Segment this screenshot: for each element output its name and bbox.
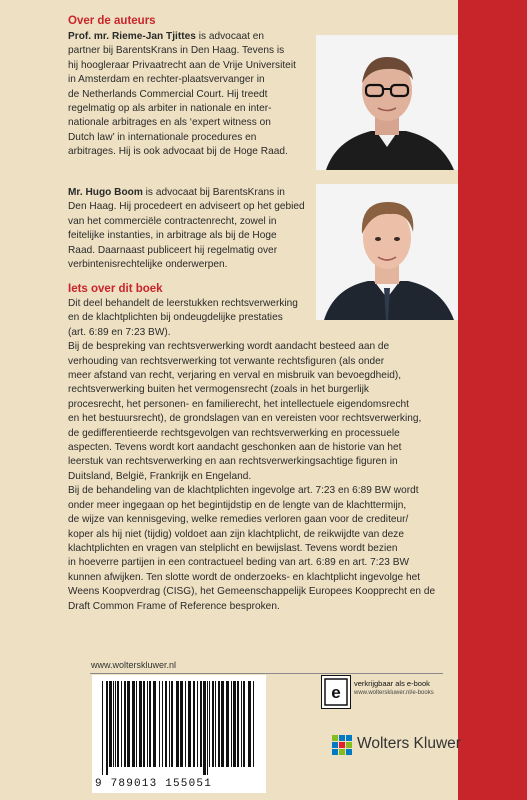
barcode-bar — [102, 681, 103, 775]
barcode-bar — [139, 681, 142, 767]
wolters-kluwer-mark-icon — [330, 733, 354, 757]
barcode-bar — [127, 681, 130, 767]
barcode-bars — [92, 677, 266, 777]
barcode-bar — [143, 681, 145, 767]
svg-text:e: e — [331, 683, 341, 702]
barcode-bar — [162, 681, 163, 767]
barcode-bar — [109, 681, 112, 767]
barcode-bar — [188, 681, 191, 767]
author1-bio: Prof. mr. Rieme-Jan Tjittes is advocaat en partner bij BarentsKrans in Den Haag. Tevens is hij hoogleraar Privaatrecht aan de Vrije Universiteit in Amsterdam en rechter-plaatsvervanger in de Netherlands Commercial Court. Hij treedt regelmatig op als arbiter in nationale en inter- nationale arbitrages en als ‘expert witness on Dutch law’ in internationale procedures en arbitrages. Hij is ook advocaat bij de Hoge Raad. — [68, 31, 296, 158]
barcode-bar — [237, 681, 239, 767]
barcode-bar — [171, 681, 173, 767]
barcode-bar — [218, 681, 220, 767]
barcode-bar — [136, 681, 137, 767]
barcode-bar — [117, 681, 119, 767]
barcode-bar — [212, 681, 214, 767]
author1-name: Prof. mr. Rieme-Jan Tjittes — [68, 31, 196, 42]
barcode-bar — [185, 681, 186, 767]
isbn-number: 9 789013 155051 — [95, 778, 213, 790]
barcode-bar — [221, 681, 224, 767]
barcode-bar — [149, 681, 151, 767]
isbn-barcode — [92, 675, 266, 793]
barcode-bar — [243, 681, 245, 767]
red-side-strip — [458, 0, 527, 800]
barcode-bar — [193, 681, 195, 767]
barcode-bar — [169, 681, 170, 767]
barcode-bar — [121, 681, 122, 767]
author2-bio: Mr. Hugo Boom is advocaat bij BarentsKrans in Den Haag. Hij procedeert en adviseert op het gebied van het commerciële contractenrecht, zowel in feitelijke instanties, in arbitrage als bij de Hoge Raad. Daarnaast publiceert hij regelmatig over verbintenisrechtelijke onderwerpen. — [68, 187, 305, 271]
barcode-bar — [165, 681, 167, 767]
barcode-bar — [124, 681, 126, 767]
barcode-bar — [248, 681, 251, 767]
barcode-bar — [200, 681, 202, 767]
author2-name: Mr. Hugo Boom — [68, 187, 143, 198]
barcode-bar — [209, 681, 210, 767]
publisher-website: www.wolterskluwer.nl — [91, 660, 177, 670]
ebook-label: verkrijgbaar als e-book — [354, 679, 430, 688]
barcode-bar — [226, 681, 229, 767]
footer-divider — [90, 673, 443, 674]
barcode-bar — [207, 681, 208, 775]
barcode-bar — [203, 681, 206, 775]
barcode-bar — [253, 681, 254, 767]
barcode-bar — [132, 681, 135, 767]
authors-heading: Over de auteurs — [68, 15, 156, 27]
barcode-bar — [113, 681, 114, 767]
ebook-badge — [321, 675, 445, 709]
barcode-bar — [176, 681, 179, 767]
wolters-kluwer-logo — [330, 732, 461, 758]
barcode-bar — [153, 681, 156, 767]
barcode-bar — [197, 681, 198, 767]
barcode-bar — [106, 681, 108, 775]
barcode-bar — [241, 681, 242, 767]
barcode-bar — [147, 681, 148, 767]
author1-photo — [316, 35, 458, 170]
barcode-bar — [115, 681, 116, 767]
barcode-bar — [233, 681, 236, 767]
publisher-name: Wolters Kluwer — [357, 735, 461, 752]
barcode-bar — [215, 681, 216, 767]
book-description: Dit deel behandelt de leerstukken rechtsverwerking en de klachtplichten bij ondeugdelijke prestaties (art. 6:89 en 7:23 BW). Bij de bespreking van rechtsverwerking wordt aandacht besteed aan de verhouding van rechtsverwerking tot verwante rechtsfiguren (als onder meer afstand van recht, verjaring en verval en misbruik van bevoegdheid), rechtsverwerking buiten het vermogensrecht (zoals in het burgerlijk procesrecht, het personen- en familierecht, het intellectuele eigendomsrecht en het bestuursrecht), de grondslagen van en vereisten voor rechtsverwerking, de gedifferentieerde rechtsgevolgen van rechtsverwerking en processuele aspecten. Tevens wordt kort aandacht geschonken aan de historie van het leerstuk van rechtsverwerking en aan rechtsverwerkingsachtige figuren in Duitsland, België, Frankrijk en Engeland. Bij de behandeling van de klachtplichten ingevolge art. 7:23 en 6:89 BW wordt onder meer ingegaan op het begintijdstip en de lengte van de klachttermijn, de wijze van kennisgeving, welke remedies verloren gaan voor de crediteur/ koper als hij niet (tijdig) voldoet aan zijn klachtplicht, de reikwijdte van deze klachtplichten en vragen van stelplicht en bewijslast. Tevens wordt bezien in hoeverre partijen in een contractueel beding van art. 6:89 en art. 7:23 BW kunnen afwijken. Ten slotte wordt de onderzoeks- en klachtplicht ingevolge het Weens Koopverdrag (CISG), het Gemeenschappelijk Europees Koopprecht en de Draft Common Frame of Reference besproken. — [68, 298, 436, 612]
barcode-bar — [159, 681, 160, 767]
ebook-url: www.wolterskluwer.nl/e-books — [354, 690, 434, 696]
book-heading: Iets over dit boek — [68, 283, 163, 295]
e-book-icon — [321, 675, 351, 709]
barcode-bar — [231, 681, 232, 767]
barcode-bar — [180, 681, 183, 767]
